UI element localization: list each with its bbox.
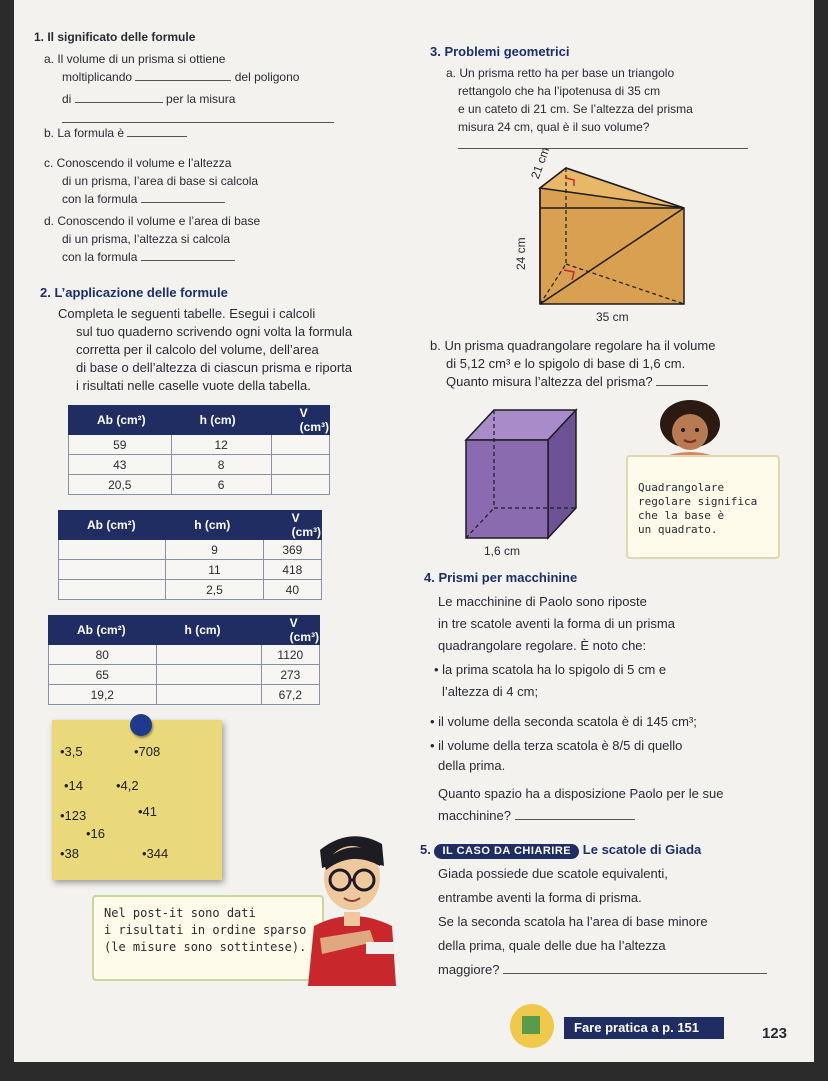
postit-value: •123 [60, 808, 87, 823]
s4-line3: quadrangolare regolare. È noto che: [438, 638, 647, 653]
table-cell-empty[interactable] [59, 560, 166, 580]
note-line: i risultati in ordine sparso [104, 923, 307, 937]
table-cell: 43 [69, 455, 172, 475]
post-it-note [52, 720, 222, 880]
note-line: (le misure sono sottintese). [104, 940, 307, 954]
table-cell: 9 [166, 540, 263, 560]
table-row [59, 560, 322, 580]
postit-value: •41 [138, 804, 158, 819]
table-row [69, 475, 330, 495]
boy-character-illustration [300, 826, 404, 986]
s1-d-line1: d. Conoscendo il volume e l’area di base [44, 214, 261, 228]
hint-note [92, 895, 324, 981]
postit-value: •4,2 [116, 778, 139, 793]
table-cell-empty[interactable] [271, 435, 329, 455]
pin-icon [130, 714, 152, 736]
bubble-line: regolare significa [638, 495, 758, 508]
textbook-page [14, 0, 814, 1062]
speech-bubble [626, 455, 780, 559]
label-35cm: 35 cm [596, 310, 629, 324]
label-21cm: 21 cm [528, 145, 553, 181]
s4-line1: Le macchinine di Paolo sono riposte [438, 594, 647, 609]
s1-d-line3: con la formula [62, 250, 235, 265]
postit-value: •14 [64, 778, 84, 793]
s1-b: b. La formula è [44, 126, 187, 141]
s4-bullet3a: • il volume della terza scatola è 8/5 di quello [430, 738, 683, 753]
table-cell-empty[interactable] [156, 665, 261, 685]
s5-line3: Se la seconda scatola ha l’area di base minore [438, 914, 708, 929]
s2-line2: sul tuo quaderno scrivendo ogni volta la formula [76, 324, 353, 339]
table-cell: 369 [263, 540, 321, 560]
s5-line1: Giada possiede due scatole equivalenti, [438, 866, 668, 881]
s3-b-line1: b. Un prisma quadrangolare regolare ha il volume [430, 338, 716, 353]
table-cell: 8 [171, 455, 271, 475]
s1-a-blank [62, 122, 334, 123]
section-2-title: 2. L’applicazione delle formule [40, 285, 228, 300]
table-cell: 20,5 [69, 475, 172, 495]
table-row [69, 435, 330, 455]
s1-a-line1: a. Il volume di un prisma si ottiene [44, 52, 226, 66]
table-cell-empty[interactable] [156, 645, 261, 665]
table-row [49, 645, 320, 665]
table-cell: 40 [263, 580, 321, 600]
s3-b-line2: di 5,12 cm³ e lo spigolo di base di 1,6 cm. [446, 356, 686, 371]
postit-value: •708 [134, 744, 161, 759]
s4-bullet2: • il volume della seconda scatola è di 145 cm³; [430, 714, 697, 729]
table-cell: 6 [171, 475, 271, 495]
s5-line2: entrambe aventi la forma di prisma. [438, 890, 642, 905]
s1-c-line2: di un prisma, l’area di base si calcola [62, 174, 259, 188]
s3-a-line1: a. Un prisma retto ha per base un triangolo [446, 66, 675, 80]
s4-bullet1a: • la prima scatola ha lo spigolo di 5 cm e [434, 662, 667, 677]
section-3-title: 3. Problemi geometrici [430, 44, 570, 59]
note-line: Nel post-it sono dati [104, 906, 256, 920]
table-2 [58, 510, 322, 600]
section-4-title: 4. Prismi per macchinine [424, 570, 578, 585]
s1-c-line3: con la formula [62, 192, 225, 207]
table-cell: 19,2 [49, 685, 157, 705]
col-header-h: h (cm) [171, 406, 271, 435]
label-24cm: 24 cm [514, 237, 528, 270]
table-cell-empty[interactable] [271, 455, 329, 475]
table-cell: 1120 [261, 645, 319, 665]
s4-question2: macchinine? [438, 808, 635, 823]
postit-value: •344 [142, 846, 169, 861]
table-row [49, 665, 320, 685]
table-cell: 67,2 [261, 685, 319, 705]
section-5-tag: IL CASO DA CHIARIRE [434, 844, 579, 859]
s1-c-line1: c. Conoscendo il volume e l’altezza [44, 156, 232, 170]
table-cell: 80 [49, 645, 157, 665]
s5-line5: maggiore? [438, 962, 767, 977]
col-header-ab: Ab (cm²) [59, 511, 166, 540]
table-cell: 12 [171, 435, 271, 455]
section-5-heading [420, 842, 701, 859]
postit-value: •3,5 [60, 744, 83, 759]
table-cell-empty[interactable] [59, 540, 166, 560]
s1-d-line2: di un prisma, l’altezza si calcola [62, 232, 231, 246]
s5-line4: della prima, quale delle due ha l’altezza [438, 938, 666, 953]
s1-a-line2: moltiplicando del poligono [62, 70, 300, 84]
table-cell-empty[interactable] [59, 580, 166, 600]
square-prism-figure [464, 408, 584, 544]
table-row [49, 685, 320, 705]
table-cell: 2,5 [166, 580, 263, 600]
col-header-h: h (cm) [156, 616, 261, 645]
label-1-6cm: 1,6 cm [484, 544, 521, 558]
table-cell: 59 [69, 435, 172, 455]
section-1-title: 1. Il significato delle formule [34, 30, 196, 44]
bubble-line: che la base è [638, 509, 725, 522]
col-header-v: V (cm³) [263, 511, 321, 540]
col-header-v: V (cm³) [271, 406, 329, 435]
s3-a-line3: e un cateto di 21 cm. Se l’altezza del prisma [458, 102, 693, 116]
section-5-number: 5. [420, 842, 431, 857]
practice-link[interactable]: Fare pratica a p. 151 [564, 1017, 724, 1039]
table-cell: 65 [49, 665, 157, 685]
s4-bullet3b: della prima. [438, 758, 506, 773]
s3-b-line3: Quanto misura l’altezza del prisma? [446, 374, 708, 389]
practice-icon [510, 1004, 554, 1048]
table-1 [68, 405, 330, 495]
s2-line3: corretta per il calcolo del volume, dell’area [76, 342, 319, 357]
table-cell-empty[interactable] [156, 685, 261, 705]
s1-a-line3: di per la misura [62, 92, 236, 106]
col-header-h: h (cm) [166, 511, 263, 540]
table-cell: 418 [263, 560, 321, 580]
s2-line5: i risultati nelle caselle vuote della tabella. [76, 378, 311, 393]
triangular-prism-figure [504, 160, 704, 310]
col-header-ab: Ab (cm²) [49, 616, 157, 645]
bubble-line: Quadrangolare [638, 481, 725, 494]
table-cell-empty[interactable] [271, 475, 329, 495]
col-header-ab: Ab (cm²) [69, 406, 172, 435]
postit-value: •38 [60, 846, 80, 861]
table-cell: 273 [261, 665, 319, 685]
s4-question1: Quanto spazio ha a disposizione Paolo per le sue [438, 786, 724, 801]
page-number: 123 [762, 1025, 788, 1042]
table-cell: 11 [166, 560, 263, 580]
bubble-line: un quadrato. [638, 523, 718, 536]
s3-a-line2: rettangolo che ha l’ipotenusa di 35 cm [458, 84, 661, 98]
section-5-title: Le scatole di Giada [582, 842, 702, 857]
table-row [69, 455, 330, 475]
s3-a-blank [458, 148, 748, 149]
table-3 [48, 615, 320, 705]
s2-line4: di base o dell’altezza di ciascun prisma e riporta [76, 360, 353, 375]
notebook-icon [522, 1016, 540, 1034]
s2-line1: Completa le seguenti tabelle. Esegui i calcoli [58, 306, 316, 321]
col-header-v: V (cm³) [261, 616, 319, 645]
s3-a-line4: misura 24 cm, qual è il suo volume? [458, 120, 650, 134]
s4-line2: in tre scatole aventi la forma di un prisma [438, 616, 675, 631]
postit-value: •16 [86, 826, 106, 841]
s4-bullet1b: l’altezza di 4 cm; [442, 684, 539, 699]
table-row [59, 540, 322, 560]
table-row [59, 580, 322, 600]
